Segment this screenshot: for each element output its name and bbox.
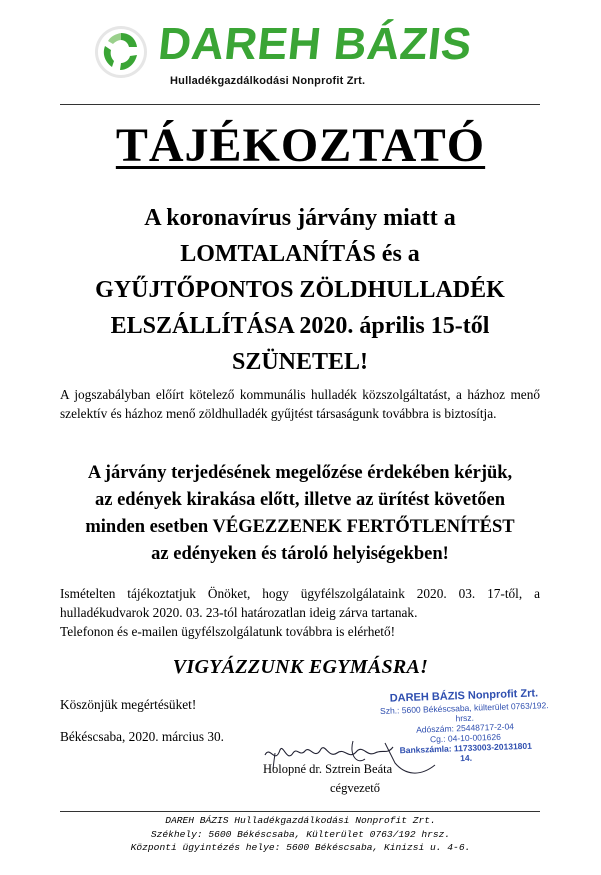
- footer-line: DAREH BÁZIS Hulladékgazdálkodási Nonprofit Zrt.: [165, 815, 436, 826]
- page-title: TÁJÉKOZTATÓ: [115, 119, 486, 172]
- brand-subtitle: Hulladékgazdálkodási Nonprofit Zrt.: [170, 75, 366, 87]
- recycle-logo-icon: [94, 25, 148, 79]
- warning-line: A járvány terjedésének megelőzése érdekében kérjük,: [87, 463, 513, 483]
- signatory-role: cégvezető: [330, 781, 380, 795]
- footer-line: Székhely: 5600 Békéscsaba, Külterület 0763/192 hrsz.: [150, 828, 451, 840]
- closure-line: Ismételten tájékoztatjuk Önöket, hogy ügyfélszolgálataink 2020. 03. 17-től, a: [60, 586, 540, 601]
- closure-line: hulladékudvarok 2020. 03. 23-tól határozatlan ideig zárva tartanak.: [60, 605, 418, 620]
- place-date: Békéscsaba, 2020. március 30.: [60, 729, 224, 744]
- closure-paragraph: [60, 584, 540, 641]
- footer-divider: [60, 811, 540, 812]
- stamp-reg: Cg.: 04-10-001626: [429, 731, 501, 745]
- headline-line: A koronavírus járvány miatt a: [144, 205, 456, 231]
- headline-line: SZÜNETEL!: [231, 349, 369, 375]
- thanks-text: Köszönjük megértésüket!: [60, 697, 197, 712]
- stamp-bank: Bankszámla: 11733003-20131801: [399, 740, 533, 756]
- brand-name: DAREH BÁZIS: [156, 18, 475, 69]
- headline: [60, 200, 540, 380]
- slogan: VIGYÁZZUNK EGYMÁSRA!: [172, 656, 429, 678]
- footer-line: Központi ügyintézés helye: 5600 Békéscsaba, Kinizsi u. 4-6.: [130, 842, 471, 853]
- service-paragraph: A jogszabályban előírt kötelező kommunális hulladék közszolgáltatást, a házhoz menő szelektív és házhoz menő zöldhulladék gyűjtést társaságunk továbbra is biztosítja.: [60, 387, 540, 421]
- headline-line: GYŰJTŐPONTOS ZÖLDHULLADÉK: [95, 277, 505, 303]
- stamp-tax: Adószám: 25448717-2-04: [415, 721, 515, 735]
- stamp-code: 14.: [460, 752, 473, 764]
- disinfection-warning: [60, 460, 540, 568]
- stamp-address: Szh.: 5600 Békéscsaba, külterület 0763/192. hrsz.: [379, 700, 549, 724]
- signatory-name: Holopné dr. Sztrein Beáta: [263, 762, 393, 776]
- headline-line: ELSZÁLLÍTÁSA 2020. április 15-től: [110, 313, 490, 339]
- warning-line: minden esetben VÉGEZZENEK FERTŐTLENÍTÉST: [85, 517, 515, 537]
- closure-line: Telefonon és e-mailen ügyfélszolgálatunk továbbra is elérhető!: [60, 624, 396, 639]
- warning-line: az edényeken és tároló helyiségekben!: [151, 544, 449, 564]
- headline-line: LOMTALANÍTÁS és a: [180, 241, 420, 267]
- footer: [0, 814, 601, 855]
- stamp-company: DAREH BÁZIS Nonprofit Zrt.: [389, 687, 539, 705]
- header-divider: [60, 104, 540, 105]
- warning-line: az edények kirakása előtt, illetve az ürítést követően: [94, 490, 505, 510]
